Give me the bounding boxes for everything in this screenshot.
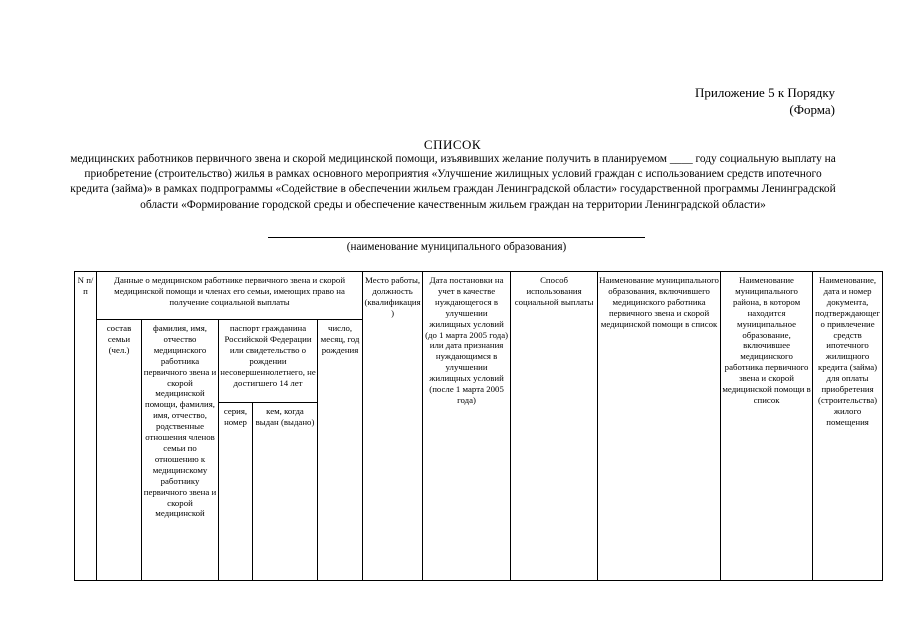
form-table: [74, 271, 883, 581]
municipality-fill-line: [268, 237, 645, 238]
col-header-issued-by: кем, когда выдан (выдано): [253, 403, 318, 581]
col-header-series-number: серия, номер: [219, 403, 253, 581]
col-header-number: N п/п: [75, 272, 97, 581]
col-group-header-worker-data: Данные о медицинском работнике первичного звена и скорой медицинской помощи и членах его семьи, имеющих право на получение социальной выплаты: [97, 272, 363, 320]
document-intro: медицинских работников первичного звена и скорой медицинской помощи, изъявивших желание получить в планируемом ____ году социальную выплату на приобретение (строительство) жилья в рамках основного мероприятия «Улучшение жилищных условий граждан с использованием средств ипотечного кредита (займа)» в рамках подпрограммы «Содействие в обеспечении жильем граждан Ленинградской области» государственной программы Ленинградской области «Формирование городской среды и обеспечение качественным жильем граждан на территории Ленинградской области»: [70, 153, 836, 211]
col-header-usage-method: Способ использования социальной выплаты: [511, 272, 598, 581]
col-header-registration-date: Дата постановки на учет в качестве нуждающегося в улучшении жилищных условий (до 1 марта 2005 года) или дата признания нуждающимся в улучшении жилищных условий (после 1 марта 2005 года): [423, 272, 511, 581]
col-header-family-size: состав семьи (чел.): [97, 320, 142, 581]
col-header-full-name: фамилия, имя, отчество медицинского работника первичного звена и скорой медицинской помощи, фамилия, имя, отчество, родственные отношения членов семьи по отношению к медицинскому работнику первичного звена и скорой медицинской: [142, 320, 219, 581]
col-group-header-passport: паспорт гражданина Российской Федерации или свидетельство о рождении несовершеннолетнего, не достигшего 14 лет: [219, 320, 318, 403]
col-header-workplace: Место работы, должность (квалификация): [363, 272, 423, 581]
col-header-municipality-name: Наименование муниципального образования, включившего медицинского работника первичного звена и скорой медицинской помощи в список: [598, 272, 721, 581]
col-header-birth-date: число, месяц, год рождения: [318, 320, 363, 581]
col-header-district-name: Наименование муниципального района, в котором находится муниципальное образование, включившее медицинского работника первичного звена и скорой медицинской помощи в список: [721, 272, 813, 581]
form-label: (Форма): [789, 102, 835, 117]
appendix-line: Приложение 5 к Порядку: [695, 85, 835, 100]
municipality-caption: (наименование муниципального образования): [346, 241, 567, 253]
col-header-mortgage-document: Наименование, дата и номер документа, подтверждающего привлечение средств ипотечного жилищного кредита (займа) для оплаты приобретения (строительства) жилого помещения: [813, 272, 883, 581]
appendix-reference: [600, 84, 835, 118]
document-title: СПИСОК: [423, 137, 482, 152]
